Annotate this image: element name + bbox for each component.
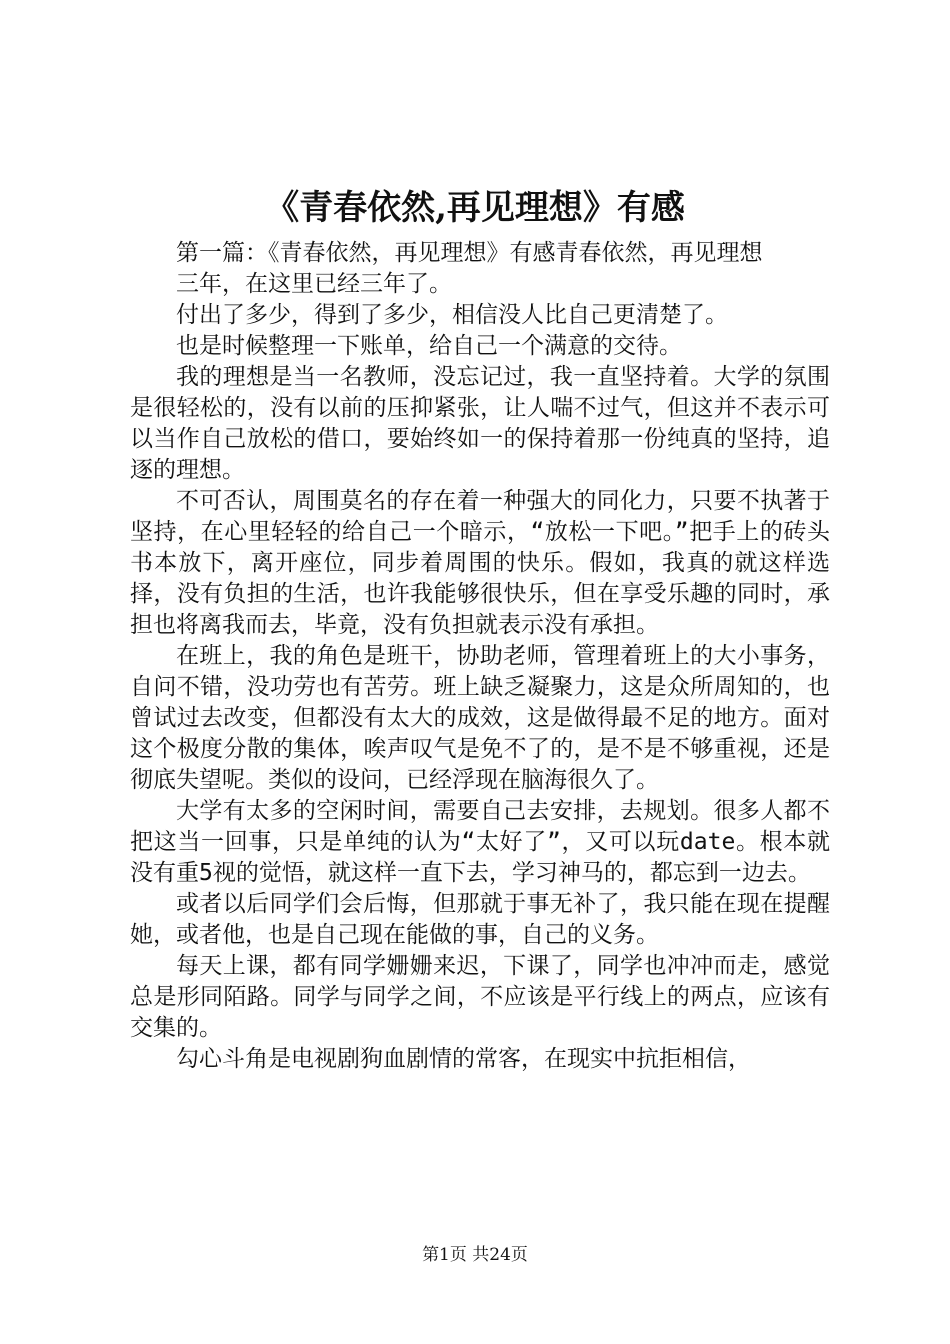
page-number-footer: 第1页 共24页 bbox=[422, 1245, 528, 1265]
paragraph: 大学有太多的空闲时间，需要自己去安排，去规划。很多人都不把这当一回事，只是单纯的认为“太好了”，又可以玩date。根本就没有重5视的觉悟，就这样一直下去，学习神马的，都忘到一边去。 bbox=[130, 798, 830, 886]
paragraph: 三年，在这里已经三年了。 bbox=[176, 271, 452, 297]
paragraph: 第一篇：《青春依然，再见理想》有感青春依然，再见理想 bbox=[176, 240, 763, 266]
paragraph: 在班上，我的角色是班干，协助老师，管理着班上的大小事务，自问不错，没功劳也有苦劳。班上缺乏凝聚力，这是众所周知的，也曾试过去改变，但都没有太大的成效，这是做得最不足的地方。面对这个极度分散的集体，唉声叹气是免不了的，是不是不够重视，还是彻底失望呢。类似的设问，已经浮现在脑海很久了。 bbox=[130, 643, 830, 793]
paragraph: 我的理想是当一名教师，没忘记过，我一直坚持着。大学的氛围是很轻松的，没有以前的压抑紧张，让人喘不过气，但这并不表示可以当作自己放松的借口，要始终如一的保持着那一份纯真的坚持，追逐的理想。 bbox=[130, 364, 830, 483]
paragraph: 或者以后同学们会后悔，但那就于事无补了，我只能在现在提醒她，或者他，也是自己现在能做的事，自己的义务。 bbox=[130, 891, 830, 948]
document-body bbox=[130, 238, 830, 1075]
paragraph: 勾心斗角是电视剧狗血剧情的常客，在现实中抗拒相信， bbox=[176, 1046, 751, 1072]
document-title: 《青春依然,再见理想》有感 bbox=[265, 188, 685, 228]
paragraph: 也是时候整理一下账单，给自己一个满意的交待。 bbox=[176, 333, 682, 359]
paragraph: 不可否认，周围莫名的存在着一种强大的同化力，只要不执著于坚持，在心里轻轻的给自己一个暗示，“放松一下吧。”把手上的砖头书本放下，离开座位，同步着周围的快乐。假如，我真的就这样选择，没有负担的生活，也许我能够很快乐，但在享受乐趣的同时，承担也将离我而去，毕竟，没有负担就表示没有承担。 bbox=[130, 488, 830, 638]
paragraph: 每天上课，都有同学姗姗来迟，下课了，同学也冲冲而走，感觉总是形同陌路。同学与同学之间，不应该是平行线上的两点，应该有交集的。 bbox=[130, 953, 830, 1041]
paragraph: 付出了多少，得到了多少，相信没人比自己更清楚了。 bbox=[176, 302, 728, 328]
